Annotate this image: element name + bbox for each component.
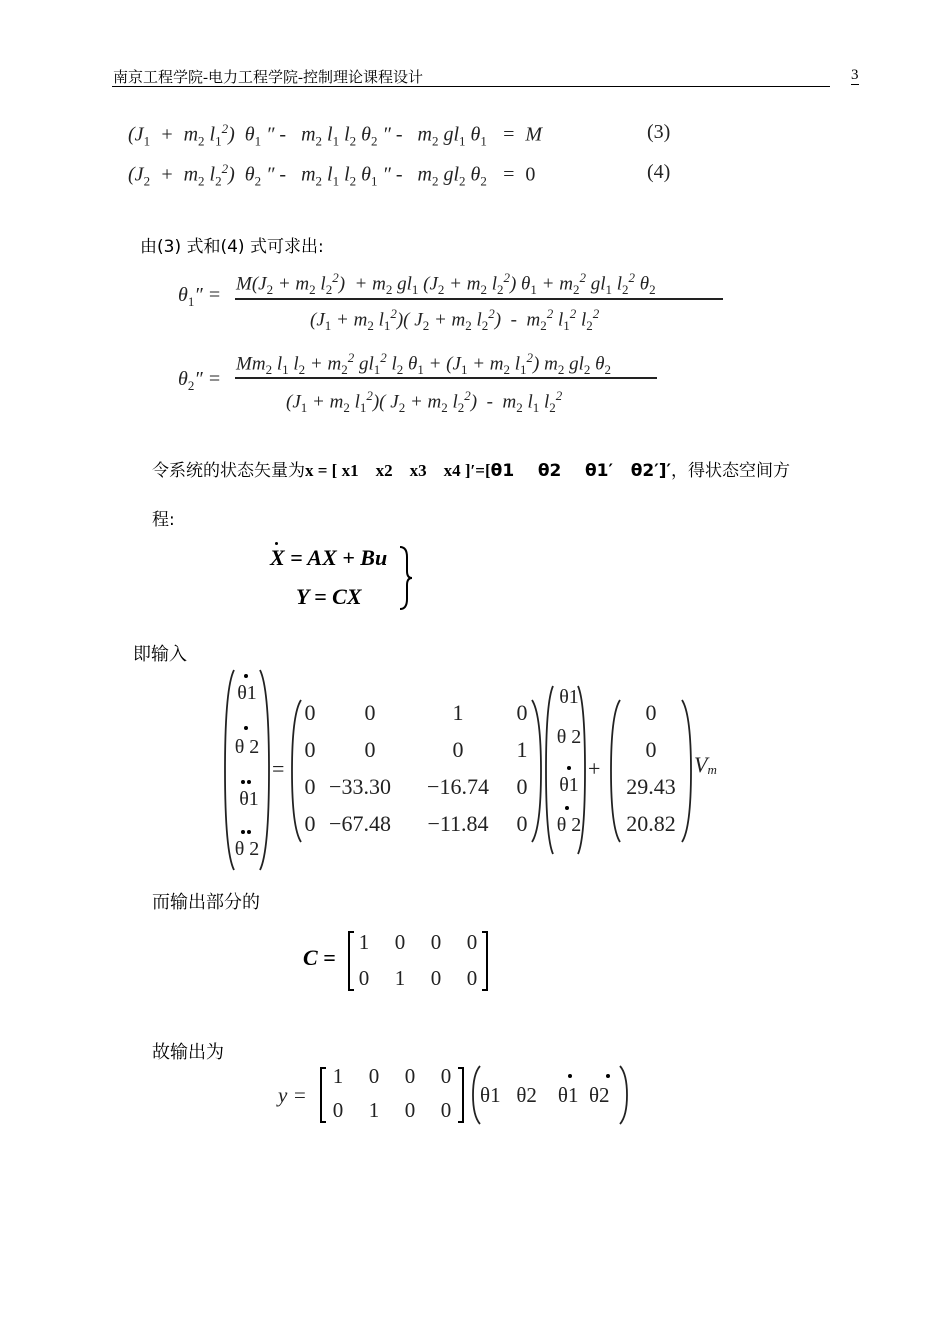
output-matrix-cell: 1	[368, 1098, 380, 1122]
matrix-a-cell: 0	[304, 811, 316, 836]
matrix-c-cell: 0	[430, 930, 442, 954]
matrix-a-cell: 0	[364, 700, 376, 725]
state-vector-theta: θ1 θ2 θ1′ θ2′]′	[490, 461, 671, 481]
plus-sign: +	[588, 756, 601, 781]
row-theta1: θ1	[480, 1083, 501, 1107]
dot-marker	[567, 766, 571, 770]
right-paren-x-icon	[576, 684, 588, 856]
row-theta2: θ2	[516, 1083, 537, 1107]
vector-b-cell: 0	[645, 737, 657, 762]
vector-b-cell: 0	[645, 700, 657, 725]
output-matrix-cell: 1	[332, 1064, 344, 1088]
state-vector-intro: 令系统的状态矢量为	[152, 461, 305, 481]
matrix-c-cell: 0	[430, 966, 442, 990]
dot-marker	[241, 780, 245, 784]
output-matrix-cell: 0	[440, 1064, 452, 1088]
matrix-a-cell: 0	[304, 700, 316, 725]
fraction-line-1	[235, 298, 723, 300]
matrix-a-cell: −11.84	[427, 811, 489, 836]
output-matrix-cell: 0	[404, 1098, 416, 1122]
right-paren-row-icon	[618, 1064, 630, 1126]
matrix-a-cell: −33.30	[329, 774, 391, 799]
matrix-c-cell: 0	[466, 930, 478, 954]
page-number: 3	[851, 67, 859, 83]
output-matrix-cell: 0	[368, 1064, 380, 1088]
theta1-ddot-denominator: ($J_1 + m_2$ $l_1^2$)( $J_2 + m_2$ $l_2^2) - m_2^2$ $l_1^2$ $l_2^2$	[310, 306, 600, 334]
matrix-a-cell: −16.74	[427, 774, 489, 799]
matrix-c	[352, 930, 482, 992]
lhs-theta2-ddot: θ 2	[234, 838, 260, 860]
matrix-a-cell: 0	[304, 774, 316, 799]
lhs-theta1: θ1	[237, 682, 257, 704]
x-dot-marker	[275, 542, 278, 545]
dot-marker	[241, 830, 245, 834]
matrix-a-cell: 0	[516, 774, 528, 799]
dot-marker	[247, 830, 251, 834]
equation-4-number: (4)	[647, 161, 671, 183]
matrix-a-cell: 0	[516, 700, 528, 725]
state-vector-x: x = [ x1 x2 x3 x4 ]′=[	[305, 461, 491, 480]
matrix-a	[300, 698, 540, 844]
fraction-line-2	[235, 377, 657, 379]
matrix-a-cell: 1	[516, 737, 528, 762]
right-brace-icon	[398, 545, 414, 611]
state-vector-suffix: ，得状态空间方	[671, 461, 790, 481]
state-vector-cont: 程:	[152, 510, 175, 530]
right-paren-b-icon	[680, 698, 694, 844]
dot-marker	[568, 1074, 572, 1078]
matrix-c-cell: 1	[394, 966, 406, 990]
dot-marker	[244, 726, 248, 730]
matrix-a-cell: 1	[452, 700, 464, 725]
matrix-a-cell: 0	[364, 737, 376, 762]
matrix-a-cell: 0	[516, 811, 528, 836]
right-bracket-y-icon	[456, 1066, 466, 1124]
matrix-a-cell: 0	[304, 737, 316, 762]
state-equation-1: X = AX + Bu	[270, 545, 388, 570]
row-theta2-dot: θ2	[588, 1083, 610, 1107]
state-row-vector	[480, 1083, 610, 1108]
right-bracket-c-icon	[480, 930, 490, 992]
matrix-c-cell: 0	[466, 966, 478, 990]
output-matrix-cell: 0	[404, 1064, 416, 1088]
equation-4: ($J_2 + m_2$ $l_2^2$) $\theta_2$ ″ - $m_2$ $l_1$ $l_2$ $\theta_1$ ″ - $m_2$ $gl_2$ $\theta_2 = 0$	[128, 161, 536, 189]
dot-marker	[565, 806, 569, 810]
x-theta1: θ1	[559, 686, 579, 708]
right-paren-a-icon	[530, 698, 544, 844]
output-matrix-cell: 0	[440, 1098, 452, 1122]
theta1-ddot-numerator: $M(J_2 + m_2$ $l_2^2) + m_2$ $gl_1$ ($J_2 + m_2$ $l_2^2$) $\theta_1 + m_2^2$ $gl_1$ $l_2^2$ $\theta_2$	[236, 270, 656, 298]
theta2-ddot-denominator: ($J_1 + m_2$ $l_1^2$)( $J_2 + m_2$ $l_2^2) - m_2$ $l_1$ $l_2^2$	[286, 388, 563, 416]
matrix-c-cell: 0	[394, 930, 406, 954]
output-y-label: y =	[278, 1083, 307, 1107]
input-label: 即输入	[133, 644, 187, 664]
dot-marker	[247, 780, 251, 784]
lhs-theta2: θ 2	[234, 736, 260, 758]
equation-3-number: (3)	[647, 121, 671, 143]
lhs-theta1-ddot: θ1	[239, 788, 259, 810]
input-symbol: Vm	[694, 752, 717, 777]
x-theta1-dot: θ1	[559, 774, 579, 796]
equation-3: ($J_1 + m_2$ $l_1^2$) $\theta_1$ ″ - $m_2$ $l_1$ $l_2$ $\theta_2$ ″ - $m_2$ $gl_1$ $\theta_1 = M$	[128, 121, 542, 149]
output-matrix-cell: 0	[332, 1098, 344, 1122]
theta2-ddot-numerator: $Mm_2$ $l_1$ $l_2 + m_2^2$ $gl_1^2$ $l_2$ $\theta_1 + (J_1 + m_2$ $l_1^2$) $m_2$ $gl_2$ $\theta_2$	[236, 350, 611, 378]
header-title: 南京工程学院-电力工程学院-控制理论课程设计	[113, 70, 423, 86]
state-vector-paragraph	[152, 456, 790, 481]
output-matrix	[326, 1064, 462, 1124]
dot-marker	[244, 674, 248, 678]
theta2-ddot-lhs: $\theta_2''$ =	[178, 368, 222, 393]
matrix-a-cell: −67.48	[329, 811, 391, 836]
dot-marker	[606, 1074, 610, 1078]
theta1-ddot-lhs: $\theta_1''$ =	[178, 284, 222, 309]
lhs-state-derivative-vector	[232, 668, 262, 872]
eq4-rhs: 0	[525, 163, 536, 186]
vector-b-cell: 29.43	[626, 774, 676, 799]
output-label: 故输出为	[152, 1042, 224, 1062]
output-part-label: 而输出部分的	[152, 892, 260, 912]
matrix-a-cell: 0	[452, 737, 464, 762]
equals-sign: =	[272, 756, 285, 781]
x-theta2-dot: θ 2	[556, 814, 582, 836]
state-equation-2: Y = CX	[296, 584, 362, 609]
x-theta2: θ 2	[556, 726, 582, 748]
vector-b-cell: 20.82	[626, 811, 676, 836]
row-theta1-dot: θ1	[557, 1083, 579, 1107]
vector-b	[618, 698, 684, 844]
matrix-c-cell: 0	[358, 966, 370, 990]
eq3-rhs: M	[525, 123, 542, 146]
derive-intro: 由(3) 式和(4) 式可求出:	[140, 237, 324, 257]
matrix-c-cell: 1	[358, 930, 370, 954]
matrix-c-label: C =	[303, 945, 336, 970]
